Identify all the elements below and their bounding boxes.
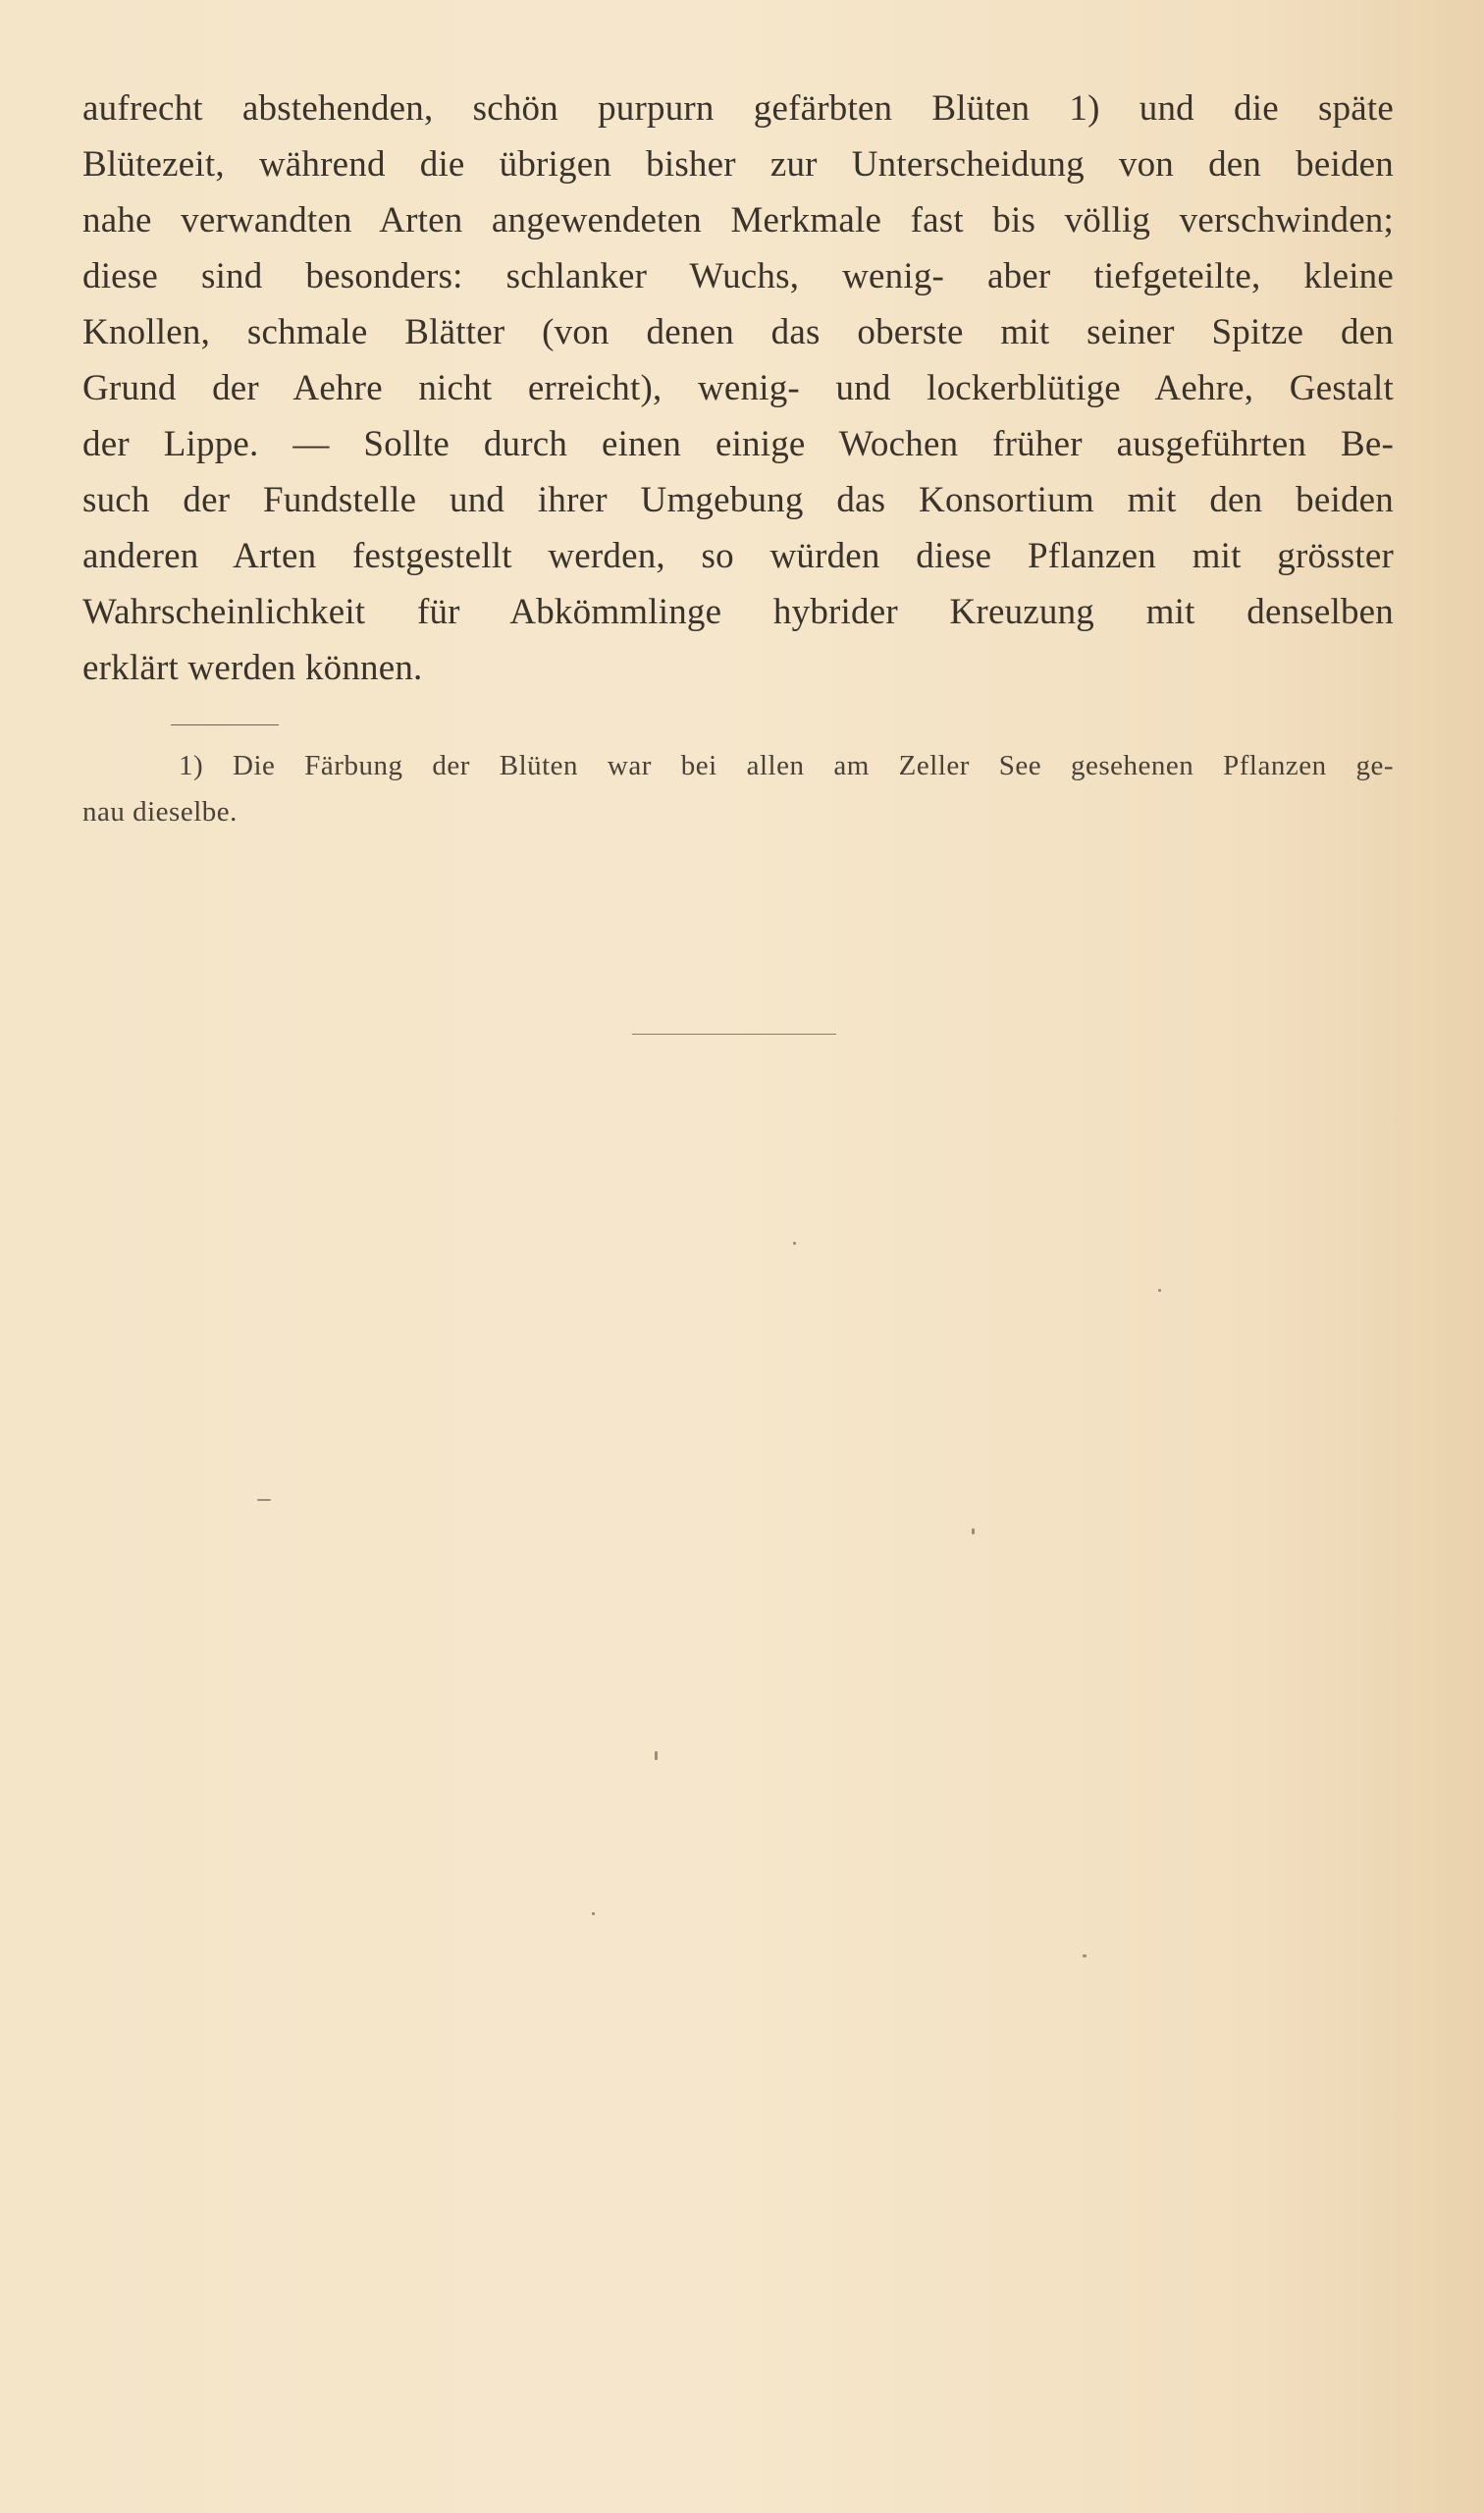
body-line: der Lippe. — Sollte durch einen einige Wochen früher ausgeführten Be- [82,424,1394,464]
footnote-divider [171,724,279,725]
body-line: Knollen, schmale Blätter (von denen das oberste mit seiner Spitze den [82,312,1394,352]
section-end-rule [632,1034,836,1035]
paper-speck [655,1751,658,1760]
body-line: aufrecht abstehenden, schön purpurn gefärbten Blüten 1) und die späte [82,88,1394,129]
body-line: such der Fundstelle und ihrer Umgebung das Konsortium mit den beiden [82,480,1394,520]
body-paragraph [82,80,1394,696]
paper-speck [1083,1954,1086,1957]
paper-speck [793,1242,796,1245]
footnote [82,743,1394,835]
footnote-line: nau dieselbe. [82,796,238,828]
body-line: diese sind besonders: schlanker Wuchs, wenig- aber tiefgeteilte, kleine [82,256,1394,296]
body-line: Grund der Aehre nicht erreicht), wenig- und lockerblütige Aehre, Gestalt [82,368,1394,408]
body-line: erklärt werden können. [82,648,423,688]
body-line: Wahrscheinlichkeit für Abkömmlinge hybrider Kreuzung mit denselben [82,592,1394,632]
footnote-line: 1) Die Färbung der Blüten war bei allen am Zeller See gesehenen Pflanzen ge- [179,750,1394,781]
paper-speck [972,1528,975,1534]
paper-speck [257,1499,271,1501]
paper-speck [1158,1289,1161,1292]
body-line: nahe verwandten Arten angewendeten Merkmale fast bis völlig verschwinden; [82,200,1394,241]
body-line: anderen Arten festgestellt werden, so würden diese Pflanzen mit grösster [82,536,1394,576]
body-line: Blütezeit, während die übrigen bisher zur Unterscheidung von den beiden [82,144,1394,185]
paper-speck [592,1912,595,1915]
